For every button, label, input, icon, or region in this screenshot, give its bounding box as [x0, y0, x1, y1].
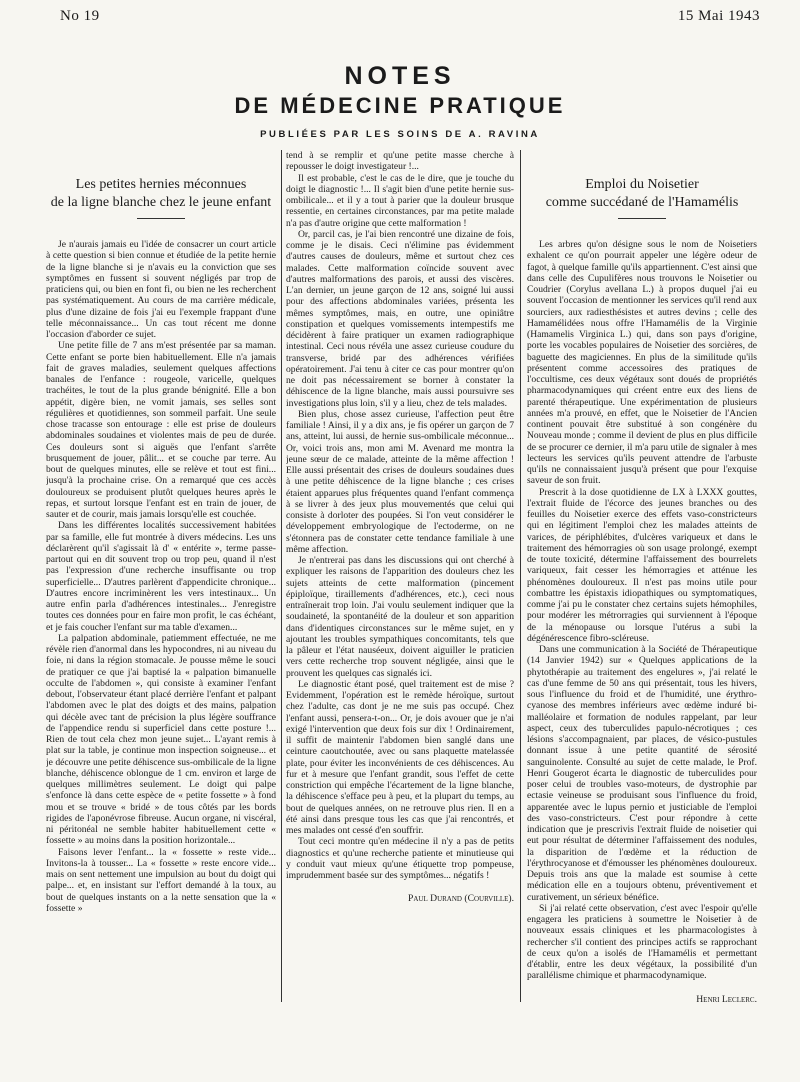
paragraph: Si j'ai relaté cette observation, c'est avec l'espoir qu'elle engagera les praticiens à soumettre le Noisetier à de nouveaux essais cliniques et les pharmacologistes à rechercher s'il contient des principes actifs se rapprochant de ceux qu'on a isolés de l'Hamamélis et permettant d'établir, entre les deux végétaux, la possibilité d'un parallélisme chimique et pharmacodynamique.	[527, 902, 757, 982]
paragraph: Le diagnostic étant posé, quel traitement est de mise ? Evidemment, l'opération est le remède héroïque, surtout chez l'adulte, cas dont je ne me suis pas occupé. Chez l'enfant aussi, pensera-t-on... Or, je dois avouer que je n'ai exigé l'intervention que deux fois sur dix ! Ordinairement, il suffit de maintenir l'abdomen bien sanglé dans une ceinture caoutchoutée, avec ou sans plaquette matelassée plate, pour éviter les inconvénients de ces déhiscences. Au fur et à mesure que l'enfant grandit, sous l'effet de cette constriction qui empêche l'écartement de la ligne blanche, la déhiscence s'efface peu à peu, et la plupart du temps, au bout de quelques années, on ne retrouve plus rien. Il en a été ainsi dans presque tous les cas que j'ai rencontrés, et mes malades ont cessé d'en souffrir.	[286, 678, 514, 836]
paragraph: Tout ceci montre qu'en médecine il n'y a pas de petits diagnostics et qu'une recherche patiente et minutieuse qui y conduit vaut mieux qu'une étiquette trop pompeuse, imprudemment basée sur des symptômes... négatifs !	[286, 836, 514, 881]
paragraph: Une petite fille de 7 ans m'est présentée par sa maman. Cette enfant se porte bien habituellement. Elle n'a jamais fait de graves maladies, seulement quelques affections banales de l'enfance : rougeole, varicelle, quelques trachéites, le tout de la plus grande bénignité. Elle a bon appétit, digère bien, ne vomit jamais, ses selles sont régulières et quotidiennes, son sommeil parfait. Une seule chose tracasse son entourage : elle est prise de douleurs abdominales soudaines et violentes mais de peu de durée. Ces douleurs sont si aiguës que l'enfant s'arrête brusquement de jouer, pâlit... et se couche par terre. Au bout de quelques minutes, elle se relève et tout est fini... jusqu'à la prochaine crise. On a remarqué que ces accès douloureux se produisent plutôt quelques heures après le repas, et surtout lorsque l'enfant est en train de jouer, de sauter et de courir, mais jamais lorsqu'elle est couchée.	[46, 340, 276, 520]
masthead	[0, 62, 800, 140]
column-1	[46, 150, 276, 1070]
column-2	[286, 150, 514, 1070]
article1-title-line1: Les petites hernies méconnues	[75, 177, 247, 192]
article1-title	[46, 176, 276, 212]
paragraph: Dans une communication à la Société de Thérapeutique (14 Janvier 1942) sur « Quelques applications de la phytothérapie au traitement des engelures », j'ai relaté le cas d'une femme de 50 ans qui présentait, tous les hivers, sous l'influence du froid et de l'humidité, une érythro-cyanose des membres inférieurs avec œdème induré bi-malléolaire et formation de nodules rappelant, par leur aspect, ceux des tuberculides papulo-nécrotiques ; ces lésions s'accompagnaient, par places, de vésico-pustules donnant issue à une petite quantité de sérosité sanguinolente. Consulté au sujet de cette malade, le Prof. Henri Gougerot écarta le diagnostic de tuberculides pour poser celui de troubles vaso-moteurs, de dystrophie par ectasie veineuse se produisant sous l'influence du froid, apparentée avec le lupus pernio et justiciable de l'emploi des vaso-constricteurs. C'est pour répondre à cette indication que je prescrivis l'extrait fluide de noisetier qui eut pour résultat de déterminer l'affaissement des nodules, la disparition de l'œdème et la réduction de l'érythrocyanose et d'émousser les phénomènes douloureux. Depuis trois ans que la malade est soumise à cette médication elle en a toujours obtenu, préventivement et curativement, un sérieux bénéfice.	[527, 644, 757, 903]
journal-subtitle: PUBLIÉES PAR LES SOINS DE A. RAVINA	[260, 129, 540, 140]
article1-title-line2: de la ligne blanche chez le jeune enfant	[50, 195, 272, 210]
journal-title-line1: NOTES	[344, 62, 456, 90]
paragraph: Il est probable, c'est le cas de le dire, que je touche du doigt le diagnostic !... Il s'agit bien d'une petite hernie sus-ombilicale... et il y a tout à parier que la douleur brusque ressentie, en certaines circonstances, par ma petite malade n'a pas d'autre origine que cette malformation !	[286, 172, 514, 229]
paragraph: Je n'entrerai pas dans les discussions qui ont cherché à expliquer les raisons de l'apparition des douleurs chez les sujets atteints de cette malformation (pincement épiploïque, tiraillements d'adhérences, etc.), ceci nous entraînerait trop loin. J'ai voulu seulement indiquer que la soudaineté, la spontanéité de la douleur et son apparition dans d'identiques circonstances sur le même sujet, en y ajoutant les troubles sympathiques concomitants, tels que la pâleur et l'état nauséeux, doivent aiguiller le praticien vers cette recherche trop souvent négligée, ainsi que le prouvent les quelques cas signalés ici.	[286, 555, 514, 679]
paragraph: Je n'aurais jamais eu l'idée de consacrer un court article à cette question si bien connue et étudiée de la petite hernie de la ligne blanche si je n'avais eu la conviction que ses symptômes en fussent si souvent négligés par trop de praticiens qui, ou bien en font fi, ou bien ne les recherchent pas systématiquement. Au cours de ma carrière médicale, plus d'une dizaine de fois j'ai eu l'exemple frappant d'une telle méconnaissance... Un cas tout récent me donne l'occasion d'aborder ce sujet.	[46, 239, 276, 340]
paragraph: Or, parcil cas, je l'ai bien rencontré une dizaine de fois, comme je le disais. Ceci n'élimine pas évidemment d'autres causes de douleurs, même et surtout chez ces malades. Cette malformation coïncide souvent avec d'autres malformations des parois, et aussi des viscères. L'an dernier, un jeune garçon de 12 ans, soigné lui aussi pour des affections abdominales variées, présenta les mêmes symptômes, mais, en outre, une opiniâtre constipation et quelques vomissements intempestifs me décidèrent à faire pratiquer un examen radiographique intestinal. Ceci nous révéla une assez curieuse coudure du transverse, bridé par des adhérences vérifiées opératoirement. J'ai tenu à citer ce cas pour montrer qu'on ne doit pas nécessairement se borner à constater la déhiscence de la ligne blanche, mais aussi poursuivre ses investigations plus loin, s'il y a lieu, chez de tels malades.	[286, 228, 514, 409]
article2-title-line1: Emploi du Noisetier	[585, 177, 699, 192]
paragraph: Les arbres qu'on désigne sous le nom de Noisetiers exhalent ce qu'on pourrait appeler une légère odeur de fagot, à quelque famille qu'ils appartiennent. C'est ainsi que dans celle des Cupulifères nous trouvons le Noisetier ou Coudrier (Corylus avellana L.) à propos duquel j'ai eu souvent l'occasion de mentionner les services qu'il rend aux sourciers, aux radiesthésistes et autres devins ; celle des Hamamélidées nous offre l'Hamamélis de la Virginie (Hamamelis Virginica L.) qui, dans son pays d'origine, porte les vocables populaires de Noisetier des sorcières, de baguette des magiciennes. En plus de la similitude qu'ils présentent comme accessoires des pratiques de l'occultisme, ces deux végétaux sont doués de propriétés pharmacodynamiques qui créent entre eux des liens de parenté thérapeutique. Une expérimentation de plusieurs années m'a prouvé, en effet, que le Noisetier de l'Ancien continent pouvait être substitué à son congénère du Nouveau monde ; comme il devient de plus en plus difficile de se procurer ce dernier, il m'a paru utile de signaler à mes lecteurs les services qu'ils peuvent attendre de l'arbuste qu'ils ne connaissaient jusqu'à présent que pour l'exquise saveur de son fruit.	[527, 239, 757, 487]
column-divider	[520, 150, 521, 1002]
title-rule	[618, 218, 666, 219]
article1-signature: Paul Durand (Courville).	[408, 893, 514, 905]
column-3	[527, 150, 757, 1070]
article2-signature: Henri Leclerc.	[696, 993, 757, 1005]
paragraph: Prescrit à la dose quotidienne de LX à LXXX gouttes, l'extrait fluide de l'écorce des jeunes branches ou des feuilles du Noisetier exerce des effets vaso-constricteurs qui en légitiment l'emploi chez les malades atteints de varices, de périphlébites, d'ulcères variqueux et dans le traitement des hémorragies où son usage prolongé, exempt de toute toxicité, détermine l'affaissement des bourrelets variqueux, fait cesser les hémorragies et atténue les phénomènes douloureux. Il n'est pas moins utile pour combattre les épistaxis idiopathiques ou symptomatiques, comme j'ai pu le constater chez certains sujets hémophiles, pour modérer les métrorragies qui surviennent à l'époque de la ménopause ou lorsque l'utérus a subi la dégénérescence fibro-scléreuse.	[527, 486, 757, 644]
issue-number: No 19	[60, 8, 100, 24]
paragraph: La palpation abdominale, patiemment effectuée, ne me révèle rien d'anormal dans les hypocondres, ni au niveau du foie, ni dans la région stomacale. Je pousse même le souci de pratiquer ce que j'ai baptisé la « palpation bimanuelle occulte de l'abdomen », qui consiste à examiner l'enfant debout, l'observateur étant placé derrière l'enfant et palpant l'abdomen avec le plat des doigts et des mains, palpation qui décèle avec tant de précision la plus légère souffrance de l'appendice rendu si superficiel dans cette posture !... Rien de tout cela chez mon jeune sujet... L'ayant remis à plat sur la table, je continue mon inspection soigneuse... et je découvre une petite déhiscence sus-ombilicale de la ligne blanche, déhiscence oblongue de 1 cm. environ et large de quelques millimètres seulement. Le doigt qui palpe s'enfonce là dans cette espèce de « petite fossette » à fond mou et se trouve « bridé » de tous côtés par les bords rigides de l'aponévrose fibreuse. Aucun organe, ni viscéral, ni péritonéal ne semble habiter habituellement cette « fossette » au moins dans la position horizontale...	[46, 632, 276, 847]
title-rule	[137, 218, 185, 219]
issue-date: 15 Mai 1943	[677, 8, 760, 24]
paragraph: Faisons lever l'enfant... la « fossette » reste vide... Invitons-la à tousser... La « fossette » reste encore vide... mais on sent nettement une impulsion au bout du doigt qui palpe... et, en insistant sur l'effort demandé à la toux, au bout de quelques instants on a la nette sensation que la « fossette »	[46, 846, 276, 914]
article2-title-line2: comme succédané de l'Hamamélis	[545, 195, 739, 210]
journal-title-line2: DE MÉDECINE PRATIQUE	[234, 93, 566, 118]
paragraph: Bien plus, chose assez curieuse, l'affection peut être familiale ! Ainsi, il y a dix ans, je fis opérer un garçon de 7 ans, atteint, lui aussi, de hernie sus-ombilicale méconnue... Or, voici trois ans, mon ami M. Avenard me montra la jeune sœur de ce malade, atteinte de la même affection ! Elle aussi présentait des crises de douleurs soudaines dues à une petite déhiscence de la ligne blanche ; ces crises étaient apparues plus fréquentes quand l'enfant commença à se livrer à des jeux plus mouvementés que celui qui consiste à dorloter des poupées. Si l'on veut considérer le développement embryologique de l'ectoderme, on ne s'étonnera pas de constater cette tendance familiale à une même affection.	[286, 408, 514, 555]
paragraph: tend à se remplir et qu'une petite masse cherche à repousser le doigt investigateur !...	[286, 150, 514, 173]
paragraph: Dans les différentes localités successivement habitées par sa famille, elle fut montrée à divers médecins. Les uns déclarèrent qu'il s'agissait là d' « entérite », terme passe-partout qui en dit souvent trop ou trop peu, quand il n'est pas l'expression d'une recherche insuffisante ou trop superficielle... D'autres parlèrent d'appendicite chronique... D'autres encore incriminèrent les vers intestinaux... Un autre enfin parla d'adhérences intestinales... J'enregistre toutes ces données pour en faire mon profit, le cas échéant, et je fais coucher l'enfant sur ma table d'examen...	[46, 520, 276, 633]
column-divider	[281, 150, 282, 1002]
article2-title	[527, 176, 757, 212]
